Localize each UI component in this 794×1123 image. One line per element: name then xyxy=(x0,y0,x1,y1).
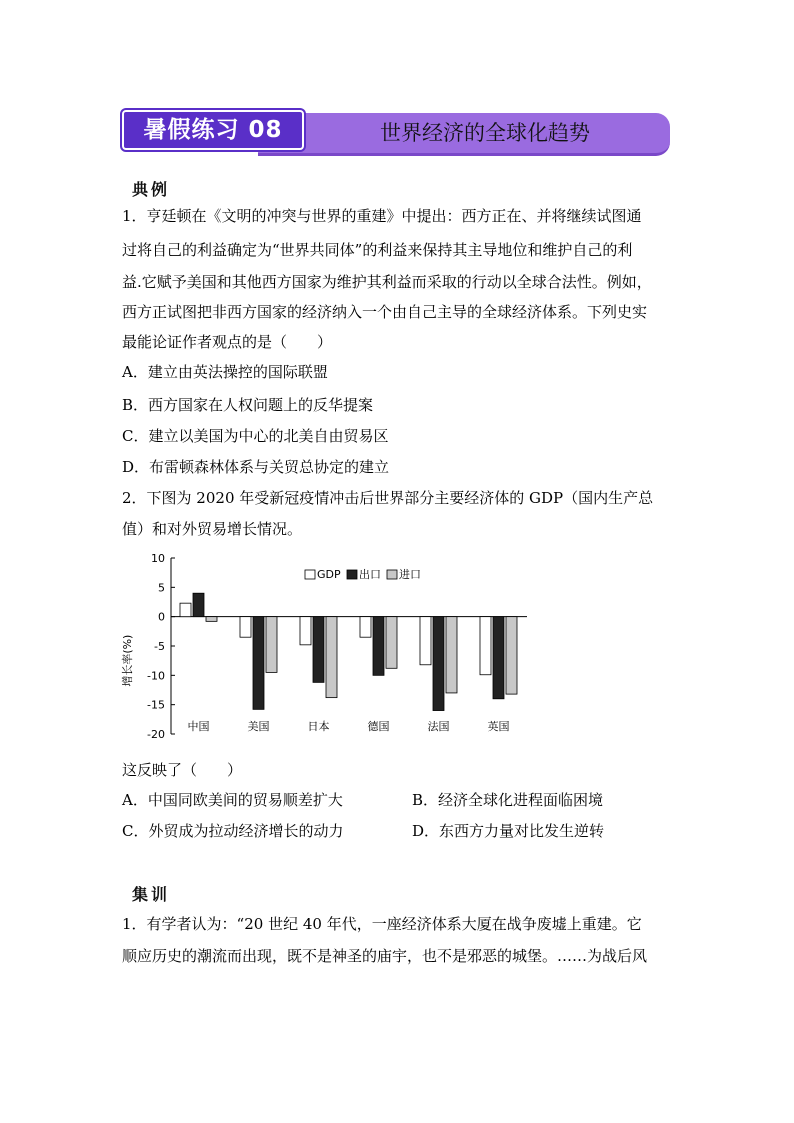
legend-label-GDP: GDP xyxy=(317,568,341,581)
y-axis-label: 增长率(%) xyxy=(121,634,134,687)
x-category-label: 法国 xyxy=(427,720,450,733)
bar-出口 xyxy=(313,617,324,683)
bar-进口 xyxy=(326,617,337,698)
bar-进口 xyxy=(206,617,217,622)
x-category-label: 美国 xyxy=(247,720,270,733)
bar-出口 xyxy=(433,617,444,711)
training-q1-line-1: 1．有学者认为：“20 世纪 40 年代，一座经济体系大厦在战争废墟上重建。它 xyxy=(122,915,642,933)
y-tick-label: 0 xyxy=(158,610,165,624)
y-tick-label: 10 xyxy=(151,552,165,565)
bar-GDP xyxy=(360,617,371,638)
page-title: 世界经济的全球化趋势 xyxy=(380,121,590,145)
q2-option-c: C．外贸成为拉动经济增长的动力 xyxy=(122,822,344,840)
q1-line-5: 最能论证作者观点的是（ ） xyxy=(122,333,333,351)
x-category-label: 日本 xyxy=(307,720,330,733)
y-tick-label: -5 xyxy=(154,640,165,653)
bar-出口 xyxy=(253,617,264,710)
q2-line-2: 值）和对外贸易增长情况。 xyxy=(122,520,303,538)
exercise-badge: 暑假练习 08 xyxy=(122,110,304,150)
legend-swatch-GDP xyxy=(305,570,315,579)
y-tick-label: 5 xyxy=(158,581,165,595)
bar-进口 xyxy=(446,617,457,693)
q2-option-b: B．经济全球化进程面临困境 xyxy=(412,791,604,809)
y-tick-label: -20 xyxy=(147,728,165,740)
bar-出口 xyxy=(493,617,504,699)
legend-label-出口: 出口 xyxy=(359,568,381,581)
bar-进口 xyxy=(386,617,397,669)
bar-GDP xyxy=(420,617,431,665)
q1-line-2: 过将自己的利益确定为“世界共同体”的利益来保持其主导地位和维护自己的利 xyxy=(122,241,633,259)
q2-stem: 这反映了（ ） xyxy=(122,761,243,779)
legend-label-进口: 进口 xyxy=(399,568,421,581)
bar-进口 xyxy=(506,617,517,694)
x-category-label: 德国 xyxy=(367,720,390,733)
y-tick-label: -10 xyxy=(147,669,165,683)
bar-出口 xyxy=(193,593,204,616)
q1-option-d: D．布雷顿森林体系与关贸总协定的建立 xyxy=(122,458,390,476)
q1-option-c: C．建立以美国为中心的北美自由贸易区 xyxy=(122,427,389,445)
training-q1-line-2: 顺应历史的潮流而出现，既不是神圣的庙宇，也不是邪恶的城堡。……为战后风 xyxy=(122,947,648,965)
bar-GDP xyxy=(300,617,311,645)
q1-option-a: A．建立由英法操控的国际联盟 xyxy=(122,363,328,381)
section-heading-example: 典例 xyxy=(132,180,171,199)
trade-growth-chart xyxy=(115,548,535,740)
y-tick-label: -15 xyxy=(147,698,165,712)
legend-swatch-进口 xyxy=(387,570,397,579)
x-category-label: 英国 xyxy=(487,720,510,733)
bar-进口 xyxy=(266,617,277,673)
x-category-label: 中国 xyxy=(187,720,210,733)
q1-line-4: 西方正试图把非西方国家的经济纳入一个由自己主导的全球经济体系。下列史实 xyxy=(122,303,648,321)
q1-line-1: 1．亨廷顿在《文明的冲突与世界的重建》中提出：西方正在、并将继续试图通 xyxy=(122,207,642,225)
q1-option-b: B．西方国家在人权问题上的反华提案 xyxy=(122,396,374,414)
q2-option-a: A．中国同欧美间的贸易顺差扩大 xyxy=(122,791,343,809)
bar-GDP xyxy=(180,603,191,616)
q2-option-d: D．东西方力量对比发生逆转 xyxy=(412,822,605,840)
q1-line-3: 益.它赋予美国和其他西方国家为维护其利益而采取的行动以全球合法性。例如， xyxy=(122,273,652,291)
q2-line-1: 2．下图为 2020 年受新冠疫情冲击后世界部分主要经济体的 GDP（国内生产总 xyxy=(122,489,654,507)
bar-GDP xyxy=(240,617,251,638)
bar-GDP xyxy=(480,617,491,675)
bar-出口 xyxy=(373,617,384,676)
legend-swatch-出口 xyxy=(347,570,357,579)
section-heading-training: 集训 xyxy=(132,885,171,904)
